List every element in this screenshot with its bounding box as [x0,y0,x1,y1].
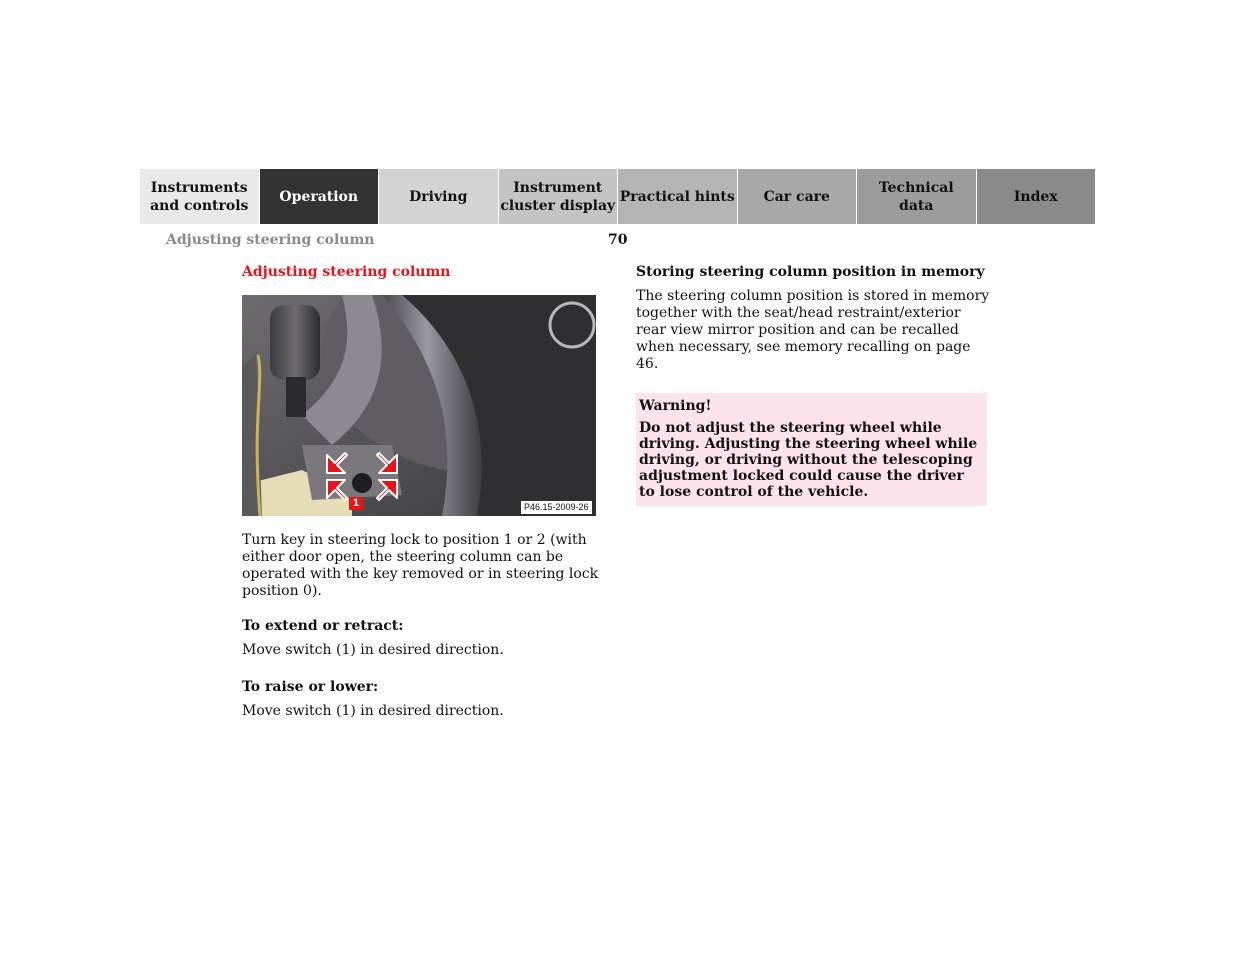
tab-practical-hints[interactable]: Practical hints [618,169,738,224]
section-title: Adjusting steering column [242,264,451,280]
right-column [636,262,994,506]
section-tabs [140,169,1095,224]
extend-text: Move switch (1) in desired direction. [242,642,504,658]
warning-box [636,393,987,506]
tab-technical-data[interactable]: Technical data [857,169,977,224]
page-number: 70 [608,232,628,248]
callout-1: 1 [349,497,363,510]
figure-code: P46.15-2009-26 [521,501,592,514]
running-header: Adjusting steering column [166,232,375,248]
memory-text: The steering column position is stored in memory together with the seat/head restraint/exterior rear view mirror position and can be recalled when necessary, see memory recalling on page 46. [636,288,990,372]
left-column [242,262,602,720]
raise-heading: To raise or lower: [242,679,379,695]
steering-column-figure [242,295,596,516]
tab-instruments-and-controls[interactable]: Instruments and controls [140,169,260,224]
steering-column-illustration [242,295,596,516]
warning-title: Warning! [639,398,712,414]
tab-index[interactable]: Index [977,169,1096,224]
tab-driving[interactable]: Driving [379,169,499,224]
extend-heading: To extend or retract: [242,618,404,634]
warning-text: Do not adjust the steering wheel while driving. Adjusting the steering wheel while driving, or driving without the telescoping adjustment locked could cause the driver to lose control of the vehicle. [639,420,978,500]
raise-text: Move switch (1) in desired direction. [242,703,504,719]
tab-car-care[interactable]: Car care [738,169,858,224]
memory-heading: Storing steering column position in memory [636,264,985,280]
intro-text: Turn key in steering lock to position 1 or 2 (with either door open, the steering column can be operated with the key removed or in steering lock position 0). [242,532,599,599]
tab-instrument-cluster-display[interactable]: Instrument cluster display [499,169,619,224]
tab-operation[interactable]: Operation [260,169,380,224]
